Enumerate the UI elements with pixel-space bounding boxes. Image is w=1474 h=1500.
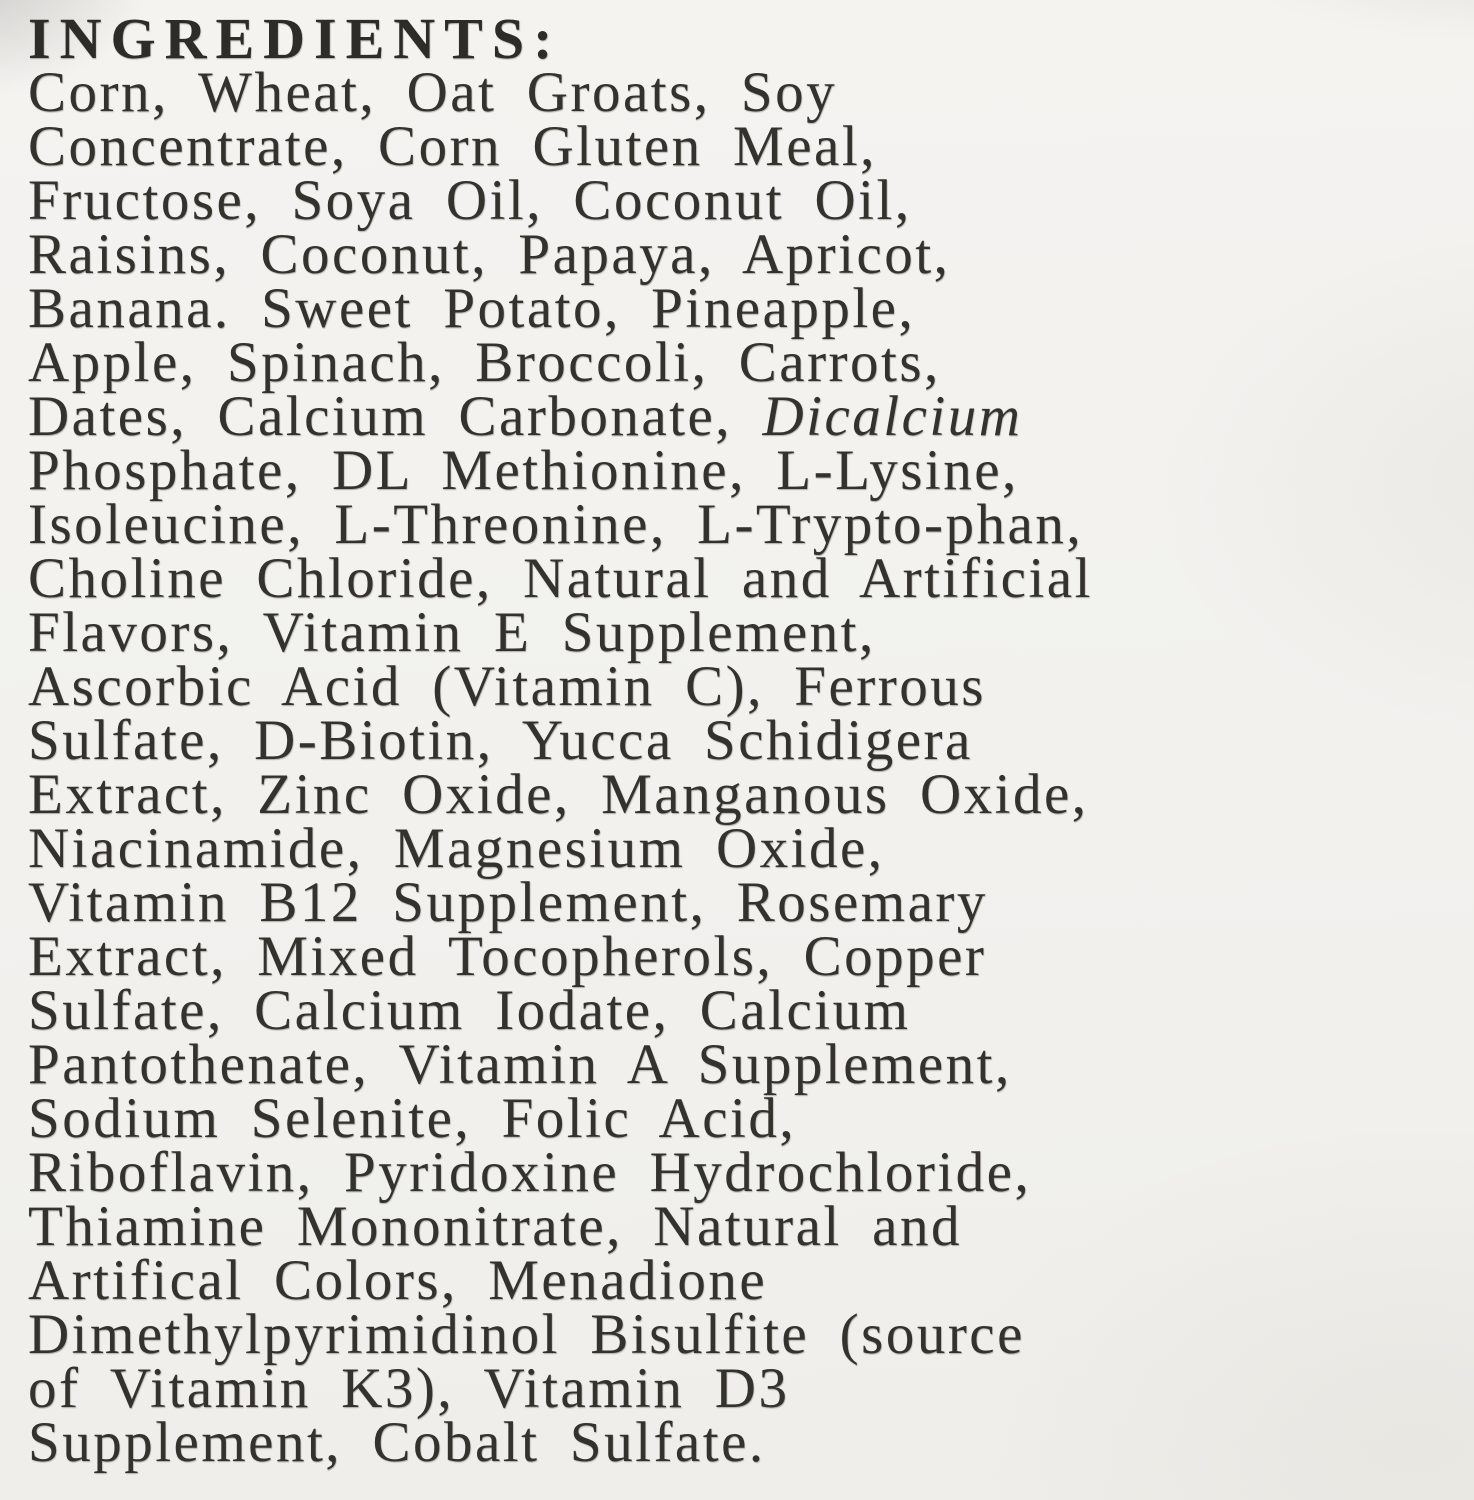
ingredient-line (28, 385, 1474, 448)
ingredient-line: Thiamine Mononitrate, Natural and (28, 1195, 962, 1258)
ingredient-line: Fructose, Soya Oil, Coconut Oil, (28, 169, 912, 232)
ingredient-line: Sodium Selenite, Folic Acid, (28, 1087, 797, 1150)
ingredient-line: Phosphate, DL Methionine, L-Lysine, (28, 439, 1019, 502)
ingredient-line: Niacinamide, Magnesium Oxide, (28, 817, 885, 880)
ingredient-line: Raisins, Coconut, Papaya, Apricot, (28, 223, 951, 286)
ingredients-heading: INGREDIENTS: (28, 6, 562, 71)
ingredient-line-text: Dates, Calcium Carbonate, (28, 385, 763, 448)
ingredient-line: Sulfate, Calcium Iodate, Calcium (28, 979, 911, 1042)
ingredient-line: Vitamin B12 Supplement, Rosemary (28, 871, 988, 934)
ingredient-line: Apple, Spinach, Broccoli, Carrots, (28, 331, 941, 394)
ingredient-line: of Vitamin K3), Vitamin D3 (28, 1357, 790, 1420)
ingredient-line: Flavors, Vitamin E Supplement, (28, 601, 876, 664)
ingredients-label (28, 6, 1474, 1474)
ingredient-line: Extract, Zinc Oxide, Manganous Oxide, (28, 763, 1089, 826)
ingredient-line: Sulfate, D-Biotin, Yucca Schidigera (28, 709, 973, 772)
ingredient-line: Artifical Colors, Menadione (28, 1249, 768, 1312)
ingredient-line: Corn, Wheat, Oat Groats, Soy (28, 61, 838, 124)
ingredient-line: Choline Chloride, Natural and Artificial (28, 547, 1093, 610)
ingredient-line: Banana. Sweet Potato, Pineapple, (28, 277, 916, 340)
ingredient-line: Isoleucine, L-Threonine, L-Trypto-phan, (28, 493, 1084, 556)
ingredient-line: Extract, Mixed Tocopherols, Copper (28, 925, 987, 988)
ingredient-line: Riboflavin, Pyridoxine Hydrochloride, (28, 1141, 1032, 1204)
ingredient-line: Pantothenate, Vitamin A Supplement, (28, 1033, 1012, 1096)
ingredient-line-italic-text: Dicalcium (762, 385, 1023, 448)
ingredient-line: Ascorbic Acid (Vitamin C), Ferrous (28, 655, 986, 718)
ingredient-line: Concentrate, Corn Gluten Meal, (28, 115, 877, 178)
ingredient-line: Dimethylpyrimidinol Bisulfite (source (28, 1303, 1025, 1366)
ingredient-line: Supplement, Cobalt Sulfate. (28, 1411, 766, 1474)
